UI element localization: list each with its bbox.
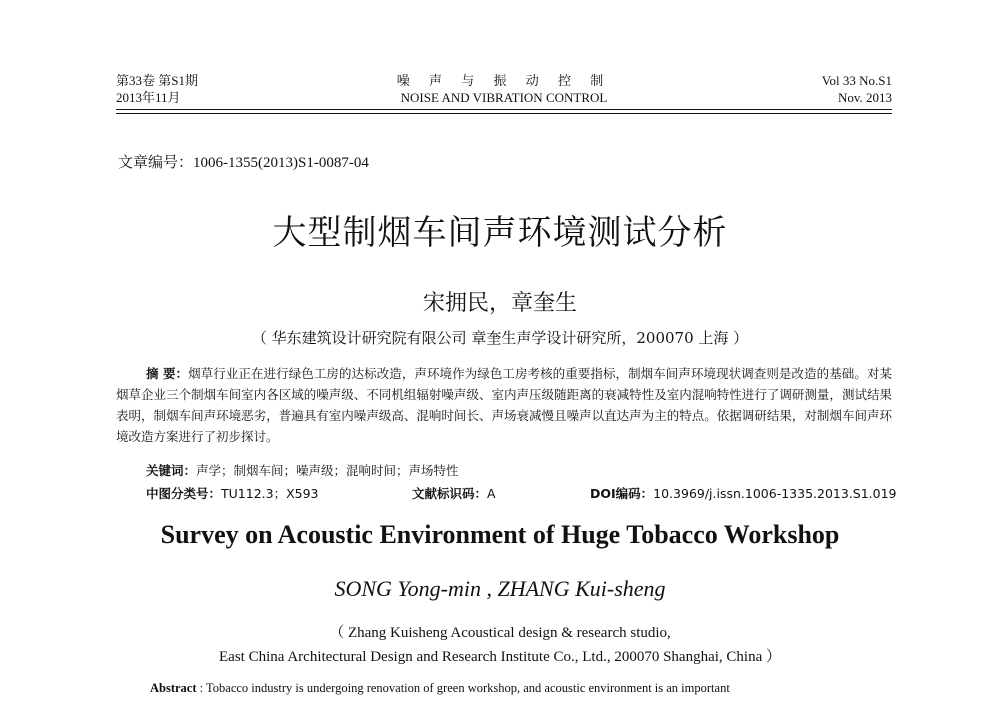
document-code [412, 484, 496, 502]
keywords-cn [146, 461, 459, 479]
header-rule-thin [116, 113, 892, 114]
header-center [116, 72, 892, 106]
doi-value: 10.3969/j.issn.1006-1335.2013.S1.019 [653, 486, 897, 501]
classification-number [146, 484, 319, 502]
abstract-en [150, 681, 730, 696]
header-right [822, 72, 892, 106]
abstract-cn-label: 摘 要： [146, 366, 189, 381]
document-code-value: A [487, 486, 496, 501]
keywords-label: 关键词： [146, 463, 197, 478]
keywords-text: 声学；制烟车间；噪声级；混响时间；声场特性 [196, 463, 459, 478]
volume-issue: 第33卷 第S1期 [116, 73, 198, 88]
article-number: 文章编号：1006-1355(2013)S1-0087-04 [118, 155, 369, 171]
affiliation-en-line2: East China Architectural Design and Research Institute Co., Ltd., 200070 Shanghai, China ） [219, 649, 781, 665]
title-en: Survey on Acoustic Environment of Huge Tobacco Workshop [160, 520, 840, 549]
header-rule-thick [116, 109, 892, 110]
journal-name-en: NOISE AND VIBRATION CONTROL [400, 90, 608, 105]
abstract-en-label: Abstract [150, 681, 197, 695]
doi-label: DOI编码： [590, 486, 654, 501]
journal-name-cn: 噪 声 与 振 动 控 制 [396, 73, 612, 88]
affiliation-cn: （ 华东建筑设计研究院有限公司 章奎生声学设计研究所，200070 上海 ） [251, 329, 749, 347]
publication-date-cn: 2013年11月 [116, 90, 181, 105]
document-code-label: 文献标识码： [412, 486, 488, 501]
title-cn: 大型制烟车间声环境测试分析 [272, 213, 728, 253]
classification-label: 中图分类号： [146, 486, 222, 501]
classification-value: TU112.3；X593 [221, 486, 319, 501]
authors-cn: 宋拥民，章奎生 [422, 291, 577, 316]
volume-issue-en: Vol 33 No.S1 [821, 73, 892, 88]
publication-date-en: Nov. 2013 [837, 90, 892, 105]
affiliation-en-line1: （ Zhang Kuisheng Acoustical design & research studio, [329, 625, 671, 641]
doi-code [590, 484, 897, 502]
journal-header [116, 72, 892, 110]
authors-en: SONG Yong-min , ZHANG Kui-sheng [334, 576, 666, 601]
abstract-cn-text: 烟草行业正在进行绿色工房的达标改造，声环境作为绿色工房考核的重要指标，制烟车间声环境现状调查则是改造的基础。对某烟草企业三个制烟车间室内各区域的噪声级、不同机组辐射噪声级、室内声压级随距离的衰减特性及室内混响特性进行了调研测量，测试结果表明，制烟车间声环境恶劣，普遍具有室内噪声级高、混响时间长、声场衰减慢且噪声以直达声为主的特点。依据调研结果，对制烟车间声环境改造方案进行了初步探讨。 [116, 366, 892, 444]
abstract-cn [116, 363, 892, 447]
abstract-en-text: : Tobacco industry is undergoing renovation of green workshop, and acoustic environment is an important [196, 681, 730, 695]
